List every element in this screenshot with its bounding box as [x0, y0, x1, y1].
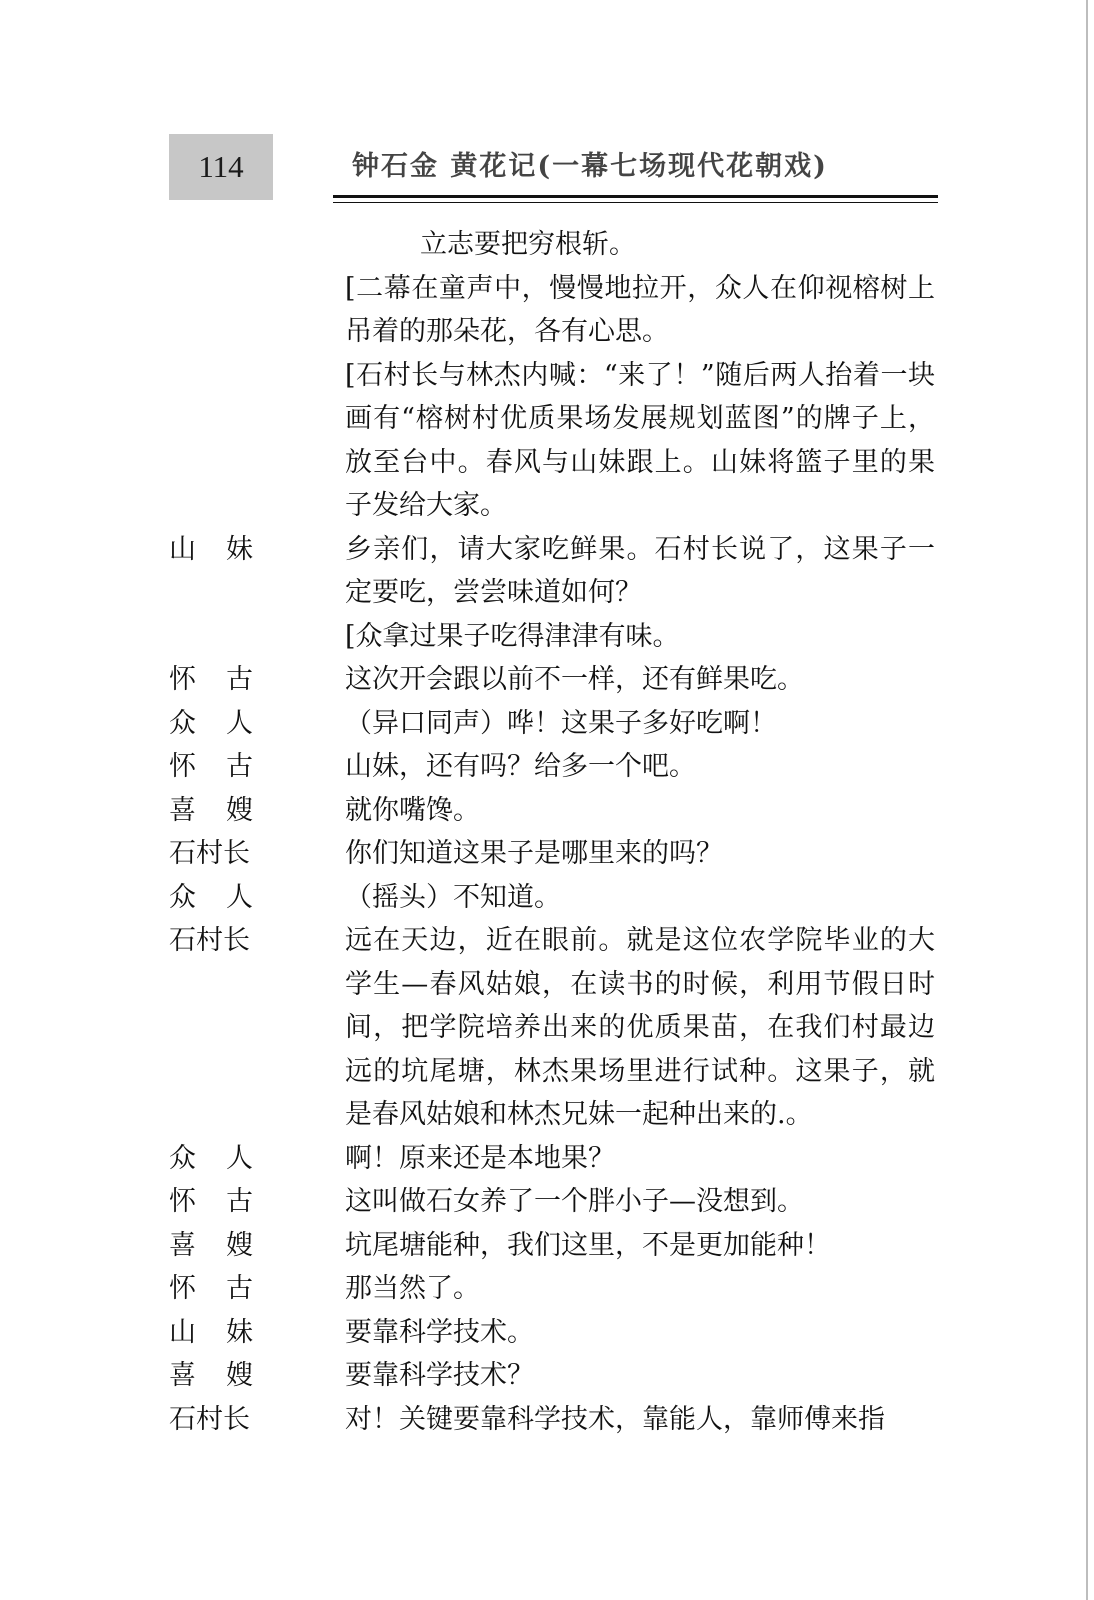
header-rule-thick	[333, 195, 938, 198]
dialogue-line	[169, 789, 949, 833]
page-edge	[1086, 0, 1088, 1600]
line-text: 就你嘴馋。	[345, 794, 480, 826]
speaker-name: 怀 古	[169, 751, 253, 782]
line-text: 你们知道这果子是哪里来的吗？	[345, 838, 723, 869]
line-text: 那当然了。	[345, 1273, 480, 1304]
line-text: 这叫做石女养了一个胖小子—没想到。	[345, 1186, 804, 1217]
stage-direction	[169, 267, 949, 354]
line-text: 山妹，还有吗？给多一个吧。	[345, 751, 696, 782]
dialogue-line	[169, 528, 949, 615]
line-text: 啊！原来还是本地果？	[345, 1142, 615, 1174]
stage-direction	[169, 223, 949, 267]
speaker-name	[169, 354, 253, 528]
dialogue-line	[169, 658, 949, 702]
dialogue-line	[169, 919, 949, 1137]
speaker-name: 众 人	[169, 707, 253, 739]
line-text: 远在天边，近在眼前。就是这位农学院毕业的大学生—春风姑娘，在读书的时候，利用节假日时间，把学院培养出来的优质果苗，在我们村最边远的坑尾塘，林杰果场里进行试种。这果子，就是春风姑娘和林杰兄妹一起种出来的.。	[345, 925, 935, 1130]
line-text: 乡亲们，请大家吃鲜果。石村长说了，这果子一定要吃，尝尝味道如何？	[345, 533, 935, 608]
line-text: 要靠科学技术？	[345, 1360, 534, 1391]
speaker-name	[169, 223, 253, 267]
speaker-name: 石村长	[169, 1403, 250, 1435]
running-head: 钟石金 黄花记(一幕七场现代花朝戏)	[352, 151, 828, 182]
line-text: [石村长与林杰内喊：“来了！”随后两人抬着一块画有“榕树村优质果场发展规划蓝图”的牌子上，放至台中。春风与山妹跟上。山妹将篮子里的果子发给大家。	[345, 359, 935, 521]
line-text: 要靠科学技术。	[345, 1316, 534, 1348]
line-text: （异口同声）哗！这果子多好吃啊！	[345, 707, 777, 739]
dialogue-line	[169, 1267, 949, 1311]
speaker-name: 喜 嫂	[169, 794, 253, 826]
stage-direction	[169, 354, 949, 528]
dialogue-line	[169, 876, 949, 920]
header-rule-thin	[333, 202, 938, 203]
dialogue-line	[169, 1354, 949, 1398]
line-text: 这次开会跟以前不一样，还有鲜果吃。	[345, 664, 804, 695]
script-body	[169, 223, 949, 1441]
speaker-name: 喜 嫂	[169, 1360, 253, 1391]
speaker-name: 众 人	[169, 1142, 253, 1174]
dialogue-line	[169, 832, 949, 876]
dialogue-line	[169, 1180, 949, 1224]
line-text: 坑尾塘能种，我们这里，不是更加能种！	[345, 1229, 831, 1261]
speaker-name	[169, 267, 253, 354]
speaker-name	[169, 615, 253, 659]
dialogue-line	[169, 1137, 949, 1181]
line-text: （摇头）不知道。	[345, 881, 561, 913]
line-text: [众拿过果子吃得津津有味。	[345, 620, 680, 652]
speaker-name: 怀 古	[169, 1186, 253, 1217]
dialogue-line	[169, 1398, 949, 1442]
line-text: [二幕在童声中，慢慢地拉开，众人在仰视榕树上吊着的那朵花，各有心思。	[345, 272, 935, 347]
speaker-name: 山 妹	[169, 533, 253, 565]
page-number: 114	[169, 134, 273, 200]
speaker-name: 怀 古	[169, 664, 253, 695]
stage-direction	[169, 615, 949, 659]
speaker-name: 怀 古	[169, 1273, 253, 1304]
dialogue-line	[169, 1311, 949, 1355]
line-text: 对！关键要靠科学技术，靠能人，靠师傅来指	[345, 1403, 885, 1435]
speaker-name: 喜 嫂	[169, 1229, 253, 1261]
speaker-name: 石村长	[169, 838, 250, 869]
dialogue-line	[169, 745, 949, 789]
dialogue-line	[169, 1224, 949, 1268]
line-text: 立志要把穷根斩。	[420, 229, 636, 260]
speaker-name: 众 人	[169, 881, 253, 913]
dialogue-line	[169, 702, 949, 746]
speaker-name: 石村长	[169, 925, 250, 956]
speaker-name: 山 妹	[169, 1316, 253, 1348]
